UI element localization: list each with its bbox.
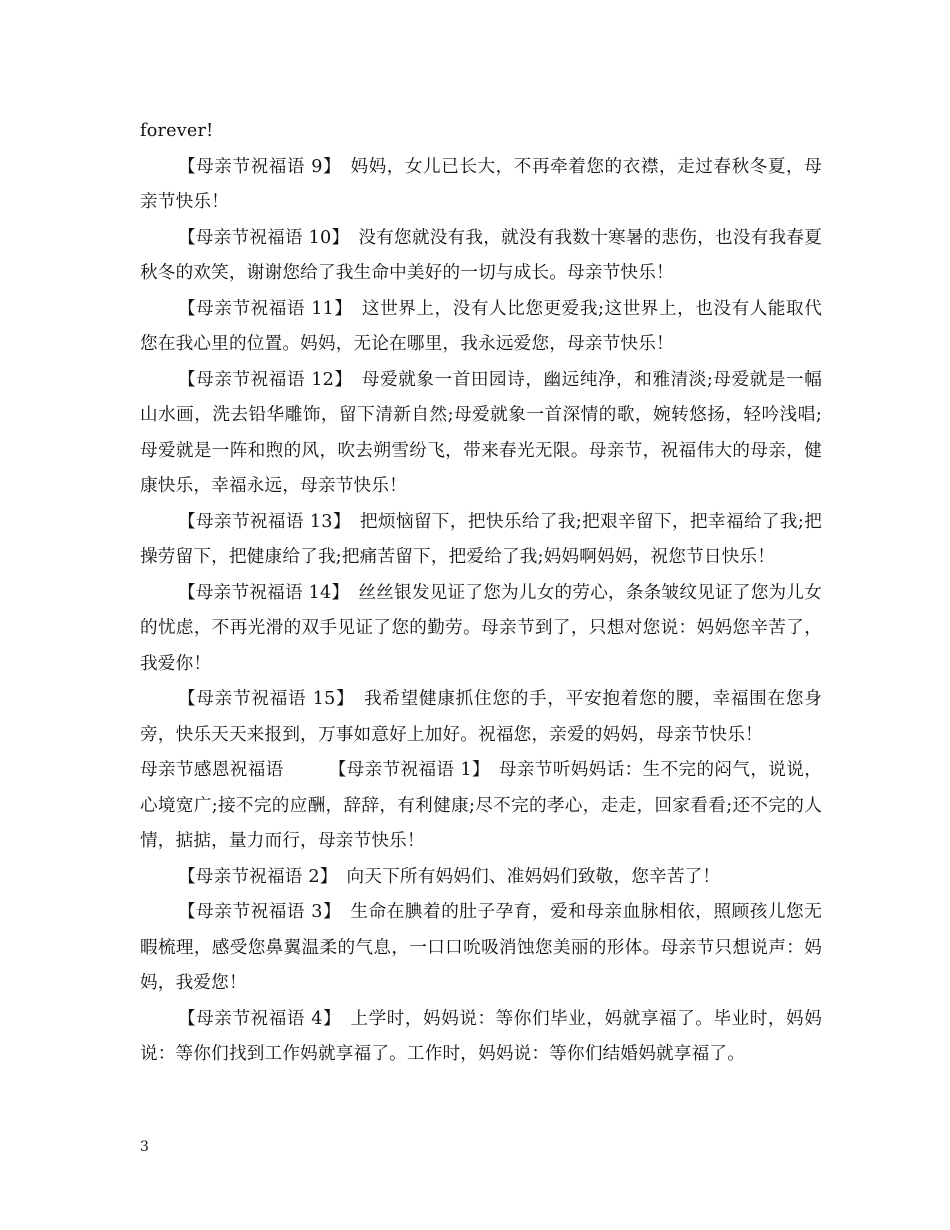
paragraph-gratitude-wish-1: 母亲节感恩祝福语 【母亲节祝福语 1】 母亲节听妈妈话：生不完的闷气，说说，心境宽广;接不完的应酬，辞辞，有利健康;尽不完的孝心，走走，回家看看;还不完的人情，掂掂，量力而行，母亲节快乐！	[140, 760, 822, 851]
paragraph-wish-10: 【母亲节祝福语 10】 没有您就没有我，就没有我数十寒暑的悲伤，也没有我春夏秋冬的欢笑，谢谢您给了我生命中美好的一切与成长。母亲节快乐！	[140, 227, 822, 283]
paragraph-wish-13: 【母亲节祝福语 13】 把烦恼留下，把快乐给了我;把艰辛留下，把幸福给了我;把操劳留下，把健康给了我;把痛苦留下，把爱给了我;妈妈啊妈妈，祝您节日快乐！	[140, 511, 822, 567]
paragraph-wish-14: 【母亲节祝福语 14】 丝丝银发见证了您为儿女的劳心，条条皱纹见证了您为儿女的忧虑，不再光滑的双手见证了您的勤劳。母亲节到了，只想对您说：妈妈您辛苦了，我爱你！	[140, 582, 822, 674]
paragraph-wish-12: 【母亲节祝福语 12】 母爱就象一首田园诗，幽远纯净，和雅清淡;母爱就是一幅山水画，洗去铅华雕饰，留下清新自然;母爱就象一首深情的歌，婉转悠扬，轻吟浅唱;母爱就是一阵和煦的风，吹去朔雪纷飞，带来春光无限。母亲节，祝福伟大的母亲，健康快乐，幸福永远，母亲节快乐！	[140, 369, 822, 496]
page-number: 3	[140, 1139, 149, 1155]
paragraph-wish-2: 【母亲节祝福语 2】 向天下所有妈妈们、准妈妈们致敬，您辛苦了！	[178, 866, 721, 887]
paragraph-wish-3: 【母亲节祝福语 3】 生命在腆着的肚子孕育，爱和母亲血脉相依，照顾孩儿您无暇梳理，感受您鼻翼温柔的气息，一口口吮吸消蚀您美丽的形体。母亲节只想说声：妈妈，我爱您！	[140, 902, 822, 993]
document-body	[140, 114, 822, 1073]
paragraph-wish-15: 【母亲节祝福语 15】 我希望健康抓住您的手，平安抱着您的腰，幸福围在您身旁，快乐天天来报到，万事如意好上加好。祝福您，亲爱的妈妈，母亲节快乐！	[140, 689, 822, 745]
paragraph-forever: forever!	[140, 121, 214, 141]
paragraph-wish-11: 【母亲节祝福语 11】 这世界上，没有人比您更爱我;这世界上，也没有人能取代您在我心里的位置。妈妈，无论在哪里，我永远爱您，母亲节快乐！	[140, 298, 822, 354]
paragraph-wish-4: 【母亲节祝福语 4】 上学时，妈妈说：等你们毕业，妈就享福了。毕业时，妈妈说：等你们找到工作妈就享福了。工作时，妈妈说：等你们结婚妈就享福了。	[140, 1008, 822, 1064]
paragraph-wish-9: 【母亲节祝福语 9】 妈妈，女儿已长大，不再牵着您的衣襟，走过春秋冬夏，母亲节快乐！	[140, 156, 822, 212]
